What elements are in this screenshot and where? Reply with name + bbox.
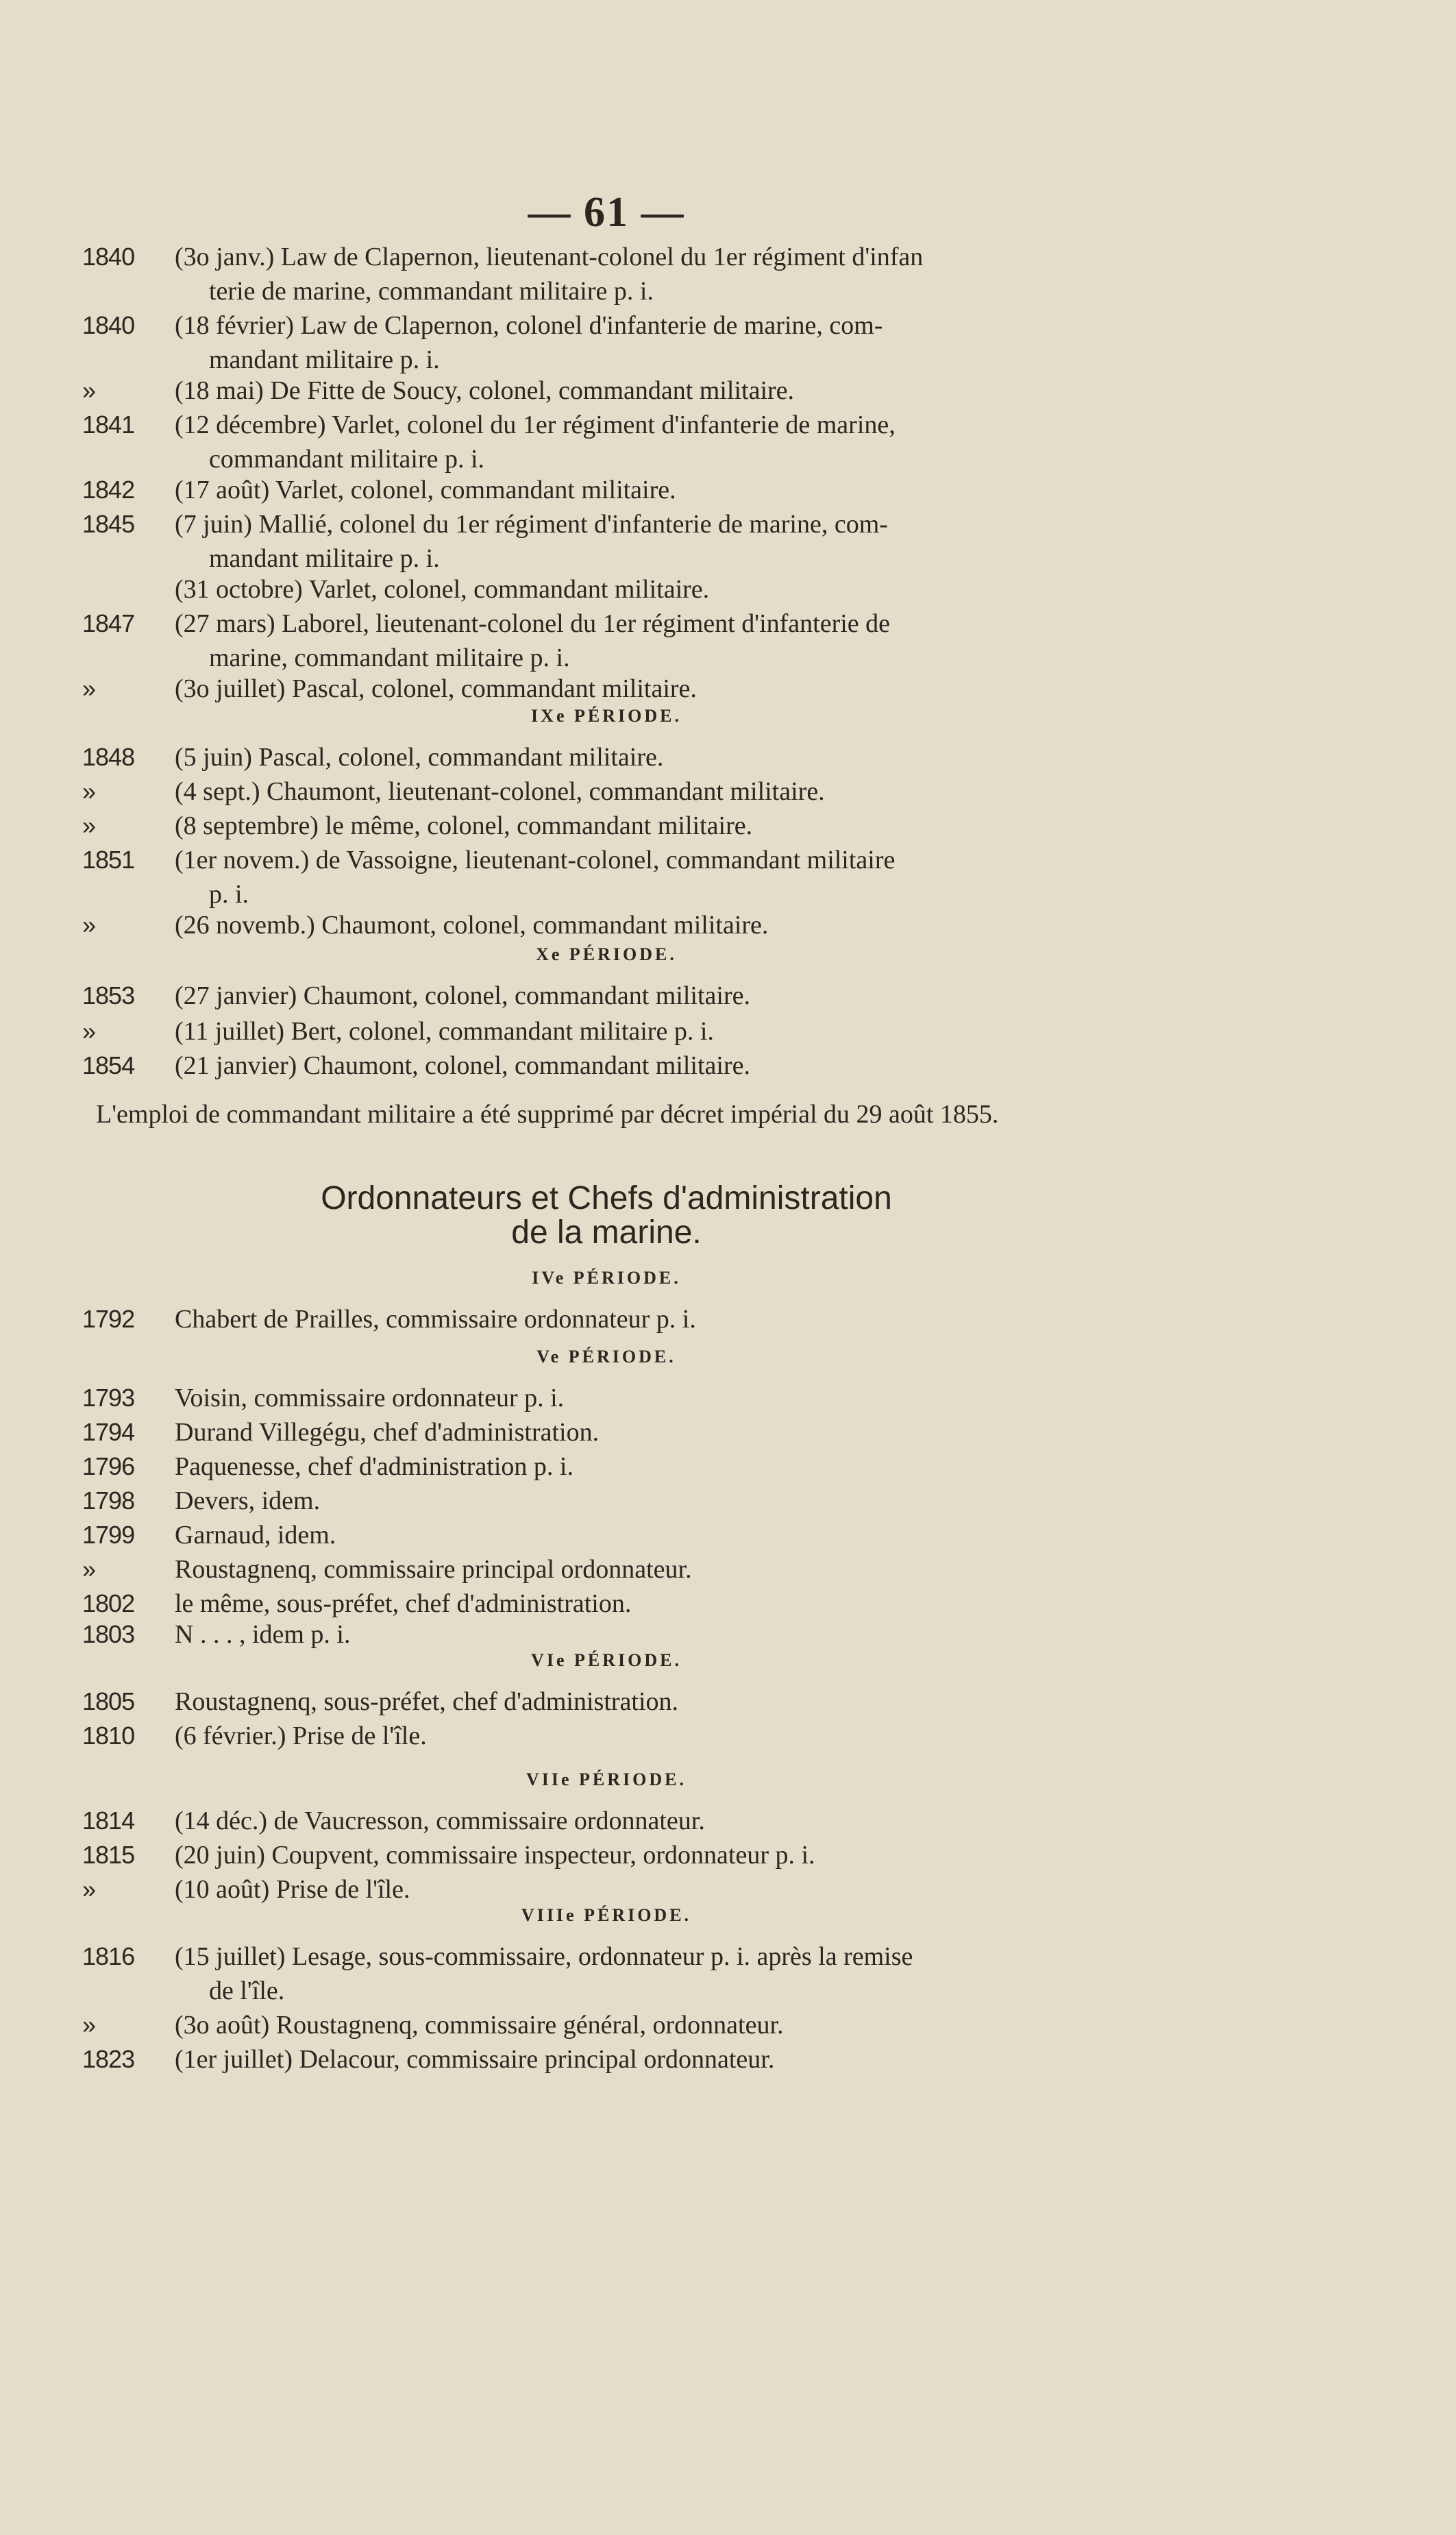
entry-year: 1853: [82, 981, 135, 1009]
entry-line: (17 août) Varlet, colonel, commandant militaire.: [175, 476, 676, 504]
entry-text: [175, 1049, 1209, 1083]
entry-year: »: [82, 674, 96, 702]
entry-text: [175, 1014, 1209, 1049]
entry-text: [175, 809, 1209, 843]
entry-line: (15 juillet) Lesage, sous-commissaire, ordonnateur p. i. après la remise: [175, 1942, 913, 1971]
entry-line: (27 janvier) Chaumont, colonel, commandant militaire.: [175, 981, 750, 1010]
entry-line: (3o janv.) Law de Clapernon, lieutenant-colonel du 1er régiment d'infan: [175, 243, 924, 271]
entry-line: (1er juillet) Delacour, commissaire principal ordonnateur.: [175, 2045, 775, 2074]
entry-text: [175, 240, 1209, 308]
entry-line: Garnaud, idem.: [175, 1521, 336, 1550]
entry-line: N . . . , idem p. i.: [175, 1620, 351, 1649]
entry-year: 1847: [82, 609, 135, 637]
entry-year: 1823: [82, 2045, 135, 2073]
entry-continuation: marine, commandant militaire p. i.: [209, 644, 570, 672]
entry-year: 1840: [82, 243, 135, 271]
entry-line: (5 juin) Pascal, colonel, commandant militaire.: [175, 743, 664, 772]
period-heading-iv: IVe PÉRIODE.: [532, 1268, 681, 1288]
entry-year: 1816: [82, 1942, 135, 1970]
entry-year: 1796: [82, 1452, 135, 1480]
entry-text: [175, 1552, 1209, 1587]
period-heading-vi: VIe PÉRIODE.: [531, 1650, 682, 1670]
entry-text: [175, 1838, 1209, 1872]
entry-text: [175, 308, 1209, 377]
entry-year: 1793: [82, 1384, 135, 1412]
entry-line: (20 juin) Coupvent, commissaire inspecteur, ordonnateur p. i.: [175, 1841, 815, 1870]
entry-text: [175, 774, 1209, 809]
entry-year: »: [82, 2011, 96, 2039]
entry-year: 1815: [82, 1841, 135, 1869]
entry-year: 1810: [82, 1722, 135, 1750]
entry-text: [175, 1587, 1209, 1621]
entry-text: [175, 572, 1209, 607]
entry-year: 1802: [82, 1589, 135, 1617]
entry-year: 1799: [82, 1521, 135, 1549]
entry-line: (4 sept.) Chaumont, lieutenant-colonel, commandant militaire.: [175, 777, 825, 806]
entry-year: 1792: [82, 1305, 135, 1333]
entry-text: [175, 1685, 1209, 1719]
entry-text: [175, 2042, 1209, 2077]
period-heading-viii: VIIIe PÉRIODE.: [521, 1905, 692, 1925]
entry-text: [175, 740, 1209, 774]
entry-text: [175, 672, 1209, 706]
entry-continuation: terie de marine, commandant militaire p. i.: [209, 277, 654, 306]
entry-year: 1805: [82, 1687, 135, 1715]
entry-year: »: [82, 1875, 96, 1903]
entry-line: Roustagnenq, sous-préfet, chef d'administration.: [175, 1687, 679, 1716]
period-heading-x: Xe PÉRIODE.: [536, 944, 677, 964]
entry-line: Chabert de Prailles, commissaire ordonnateur p. i.: [175, 1305, 696, 1334]
entry-line: (6 février.) Prise de l'île.: [175, 1722, 427, 1750]
entry-year: 1798: [82, 1486, 135, 1515]
entry-year: 1814: [82, 1807, 135, 1835]
entry-text: [175, 607, 1209, 675]
entry-year: »: [82, 777, 96, 805]
entry-continuation: de l'île.: [209, 1976, 285, 2005]
entry-year: 1794: [82, 1418, 135, 1446]
entry-year: »: [82, 811, 96, 840]
entry-line: Voisin, commissaire ordonnateur p. i.: [175, 1384, 565, 1412]
entry-line: (18 mai) De Fitte de Soucy, colonel, commandant militaire.: [175, 376, 795, 405]
entry-text: [175, 979, 1209, 1013]
section-title-line-1: Ordonnateurs et Chefs d'administration: [321, 1180, 892, 1216]
entry-line: (14 déc.) de Vaucresson, commissaire ordonnateur.: [175, 1807, 705, 1835]
entry-line: (21 janvier) Chaumont, colonel, commandant militaire.: [175, 1051, 750, 1080]
entry-text: [175, 408, 1209, 476]
entry-line: le même, sous-préfet, chef d'administration.: [175, 1589, 632, 1618]
entry-text: [175, 473, 1209, 507]
section-title-line-2: de la marine.: [511, 1214, 702, 1251]
entry-year: 1851: [82, 846, 135, 874]
period-heading-v: Ve PÉRIODE.: [536, 1347, 676, 1367]
entry-year: 1840: [82, 311, 135, 339]
entry-continuation: p. i.: [209, 880, 249, 909]
entry-year: »: [82, 1555, 96, 1583]
entry-text: [175, 1872, 1209, 1907]
entry-year: 1842: [82, 476, 135, 504]
entry-text: [175, 1719, 1209, 1753]
page-number: — 61 —: [528, 189, 685, 236]
entry-line: Durand Villegégu, chef d'administration.: [175, 1418, 600, 1447]
entry-line: (7 juin) Mallié, colonel du 1er régiment d'infanterie de marine, com-: [175, 510, 888, 539]
entry-text: [175, 2008, 1209, 2042]
entry-continuation: mandant militaire p. i.: [209, 345, 440, 374]
entry-text: [175, 1617, 1209, 1652]
entry-text: [175, 1939, 1209, 2008]
entry-year: 1845: [82, 510, 135, 538]
entry-text: [175, 843, 1209, 911]
entry-line: Paquenesse, chef d'administration p. i.: [175, 1452, 573, 1481]
entry-line: Devers, idem.: [175, 1486, 321, 1515]
entry-year: 1803: [82, 1620, 135, 1648]
entry-continuation: mandant militaire p. i.: [209, 544, 440, 573]
entry-line: (3o juillet) Pascal, colonel, commandant militaire.: [175, 674, 697, 703]
entry-text: [175, 507, 1209, 576]
entry-line: (31 octobre) Varlet, colonel, commandant militaire.: [175, 575, 710, 604]
period-heading-ix: IXe PÉRIODE.: [531, 706, 682, 726]
entry-year: 1841: [82, 411, 135, 439]
entry-text: [175, 373, 1209, 408]
entry-text: [175, 1449, 1209, 1484]
entry-line: (27 mars) Laborel, lieutenant-colonel du 1er régiment d'infanterie de: [175, 609, 891, 638]
entry-line: (3o août) Roustagnenq, commissaire général, ordonnateur.: [175, 2011, 784, 2040]
entry-text: [175, 1415, 1209, 1449]
entry-text: [175, 1484, 1209, 1518]
entry-text: [175, 1518, 1209, 1552]
entry-text: [175, 1804, 1209, 1838]
entry-line: (8 septembre) le même, colonel, commandant militaire.: [175, 811, 753, 840]
suppression-note: L'emploi de commandant militaire a été supprimé par décret impérial du 29 août 1855.: [96, 1100, 999, 1129]
entry-line: (10 août) Prise de l'île.: [175, 1875, 410, 1904]
entry-year: 1848: [82, 743, 135, 771]
entry-line: (18 février) Law de Clapernon, colonel d'infanterie de marine, com-: [175, 311, 883, 340]
entry-line: Roustagnenq, commissaire principal ordonnateur.: [175, 1555, 692, 1584]
entry-year: »: [82, 376, 96, 404]
entry-line: (26 novemb.) Chaumont, colonel, commandant militaire.: [175, 911, 769, 940]
entry-continuation: commandant militaire p. i.: [209, 445, 485, 474]
entry-text: [175, 1381, 1209, 1415]
entry-year: 1854: [82, 1051, 135, 1079]
entry-text: [175, 1302, 1209, 1336]
entry-line: (12 décembre) Varlet, colonel du 1er régiment d'infanterie de marine,: [175, 411, 896, 439]
period-heading-vii: VIIe PÉRIODE.: [526, 1769, 687, 1789]
entry-year: »: [82, 1017, 96, 1045]
entry-year: »: [82, 911, 96, 939]
entry-line: (1er novem.) de Vassoigne, lieutenant-colonel, commandant militaire: [175, 846, 896, 874]
entry-line: (11 juillet) Bert, colonel, commandant militaire p. i.: [175, 1017, 714, 1046]
entry-text: [175, 908, 1209, 942]
